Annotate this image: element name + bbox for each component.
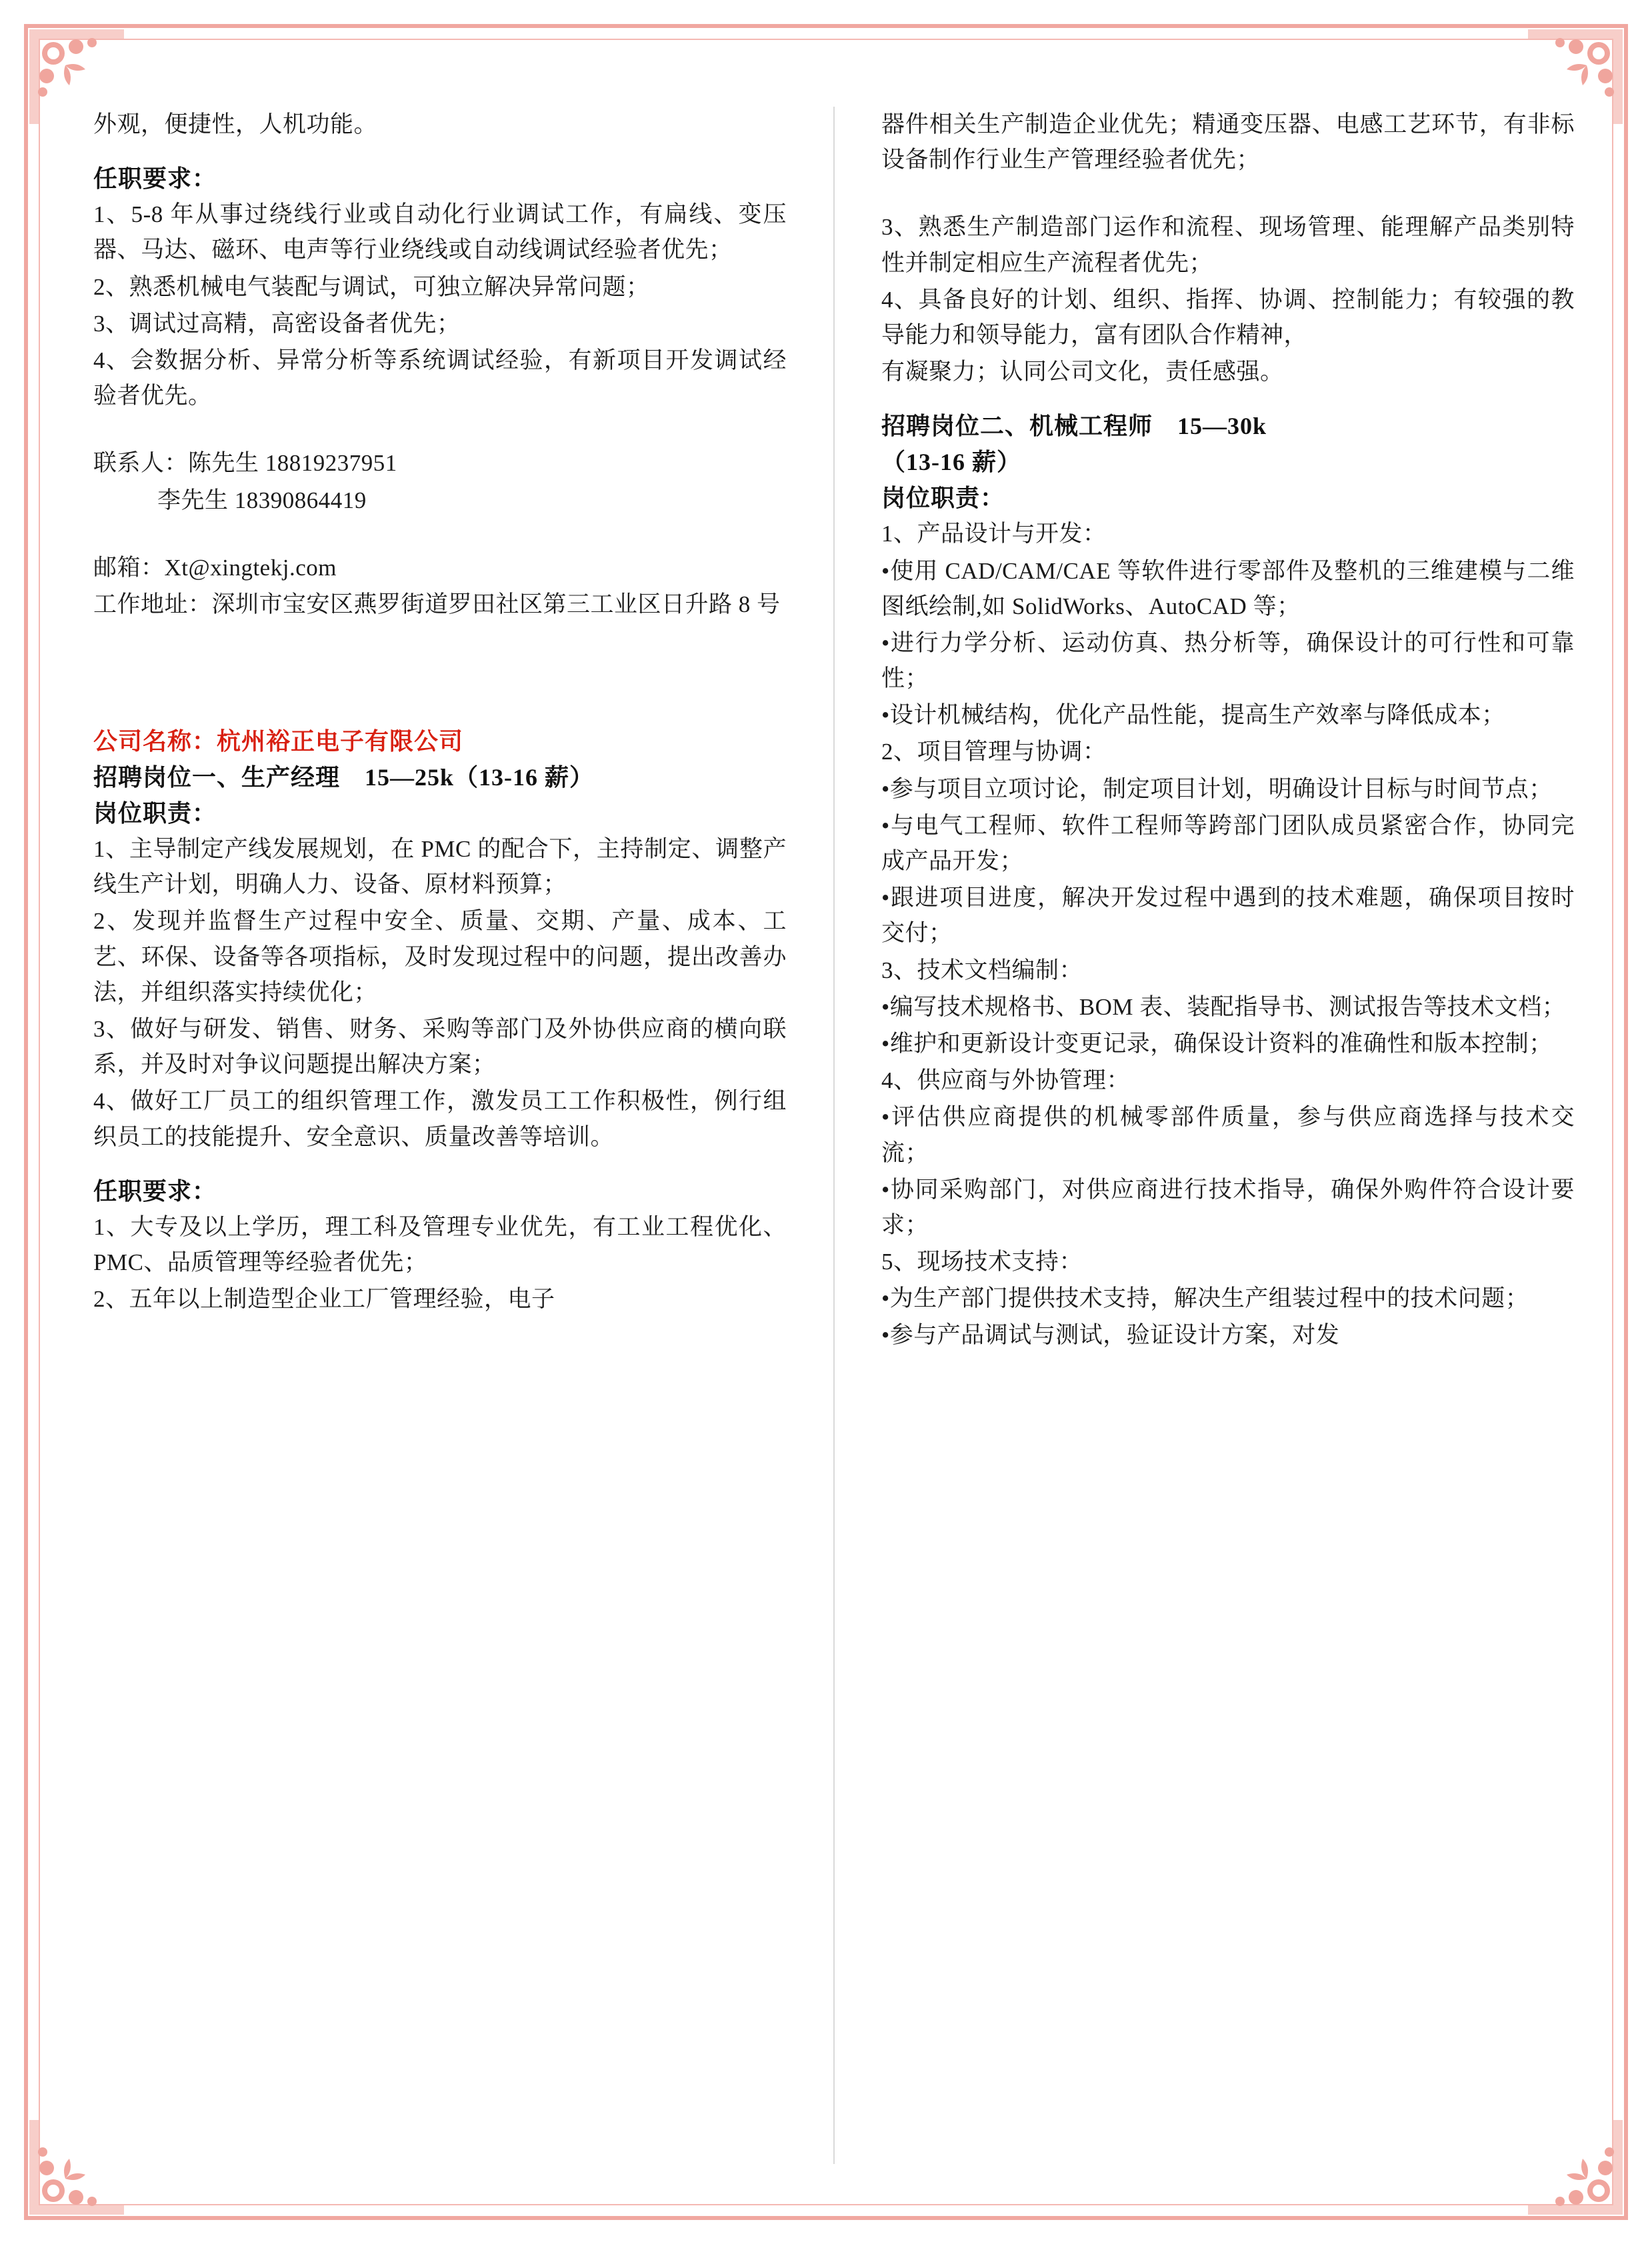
section-heading: 任职要求： bbox=[93, 1177, 217, 1205]
body-paragraph: 4、具备良好的计划、组织、指挥、协调、控制能力；有较强的教导能力和领导能力，富有团队合作精神， bbox=[881, 286, 1575, 348]
body-paragraph: 2、发现并监督生产过程中安全、质量、交期、产量、成本、工艺、环保、设备等各项指标，及时发现过程中的问题，提出改善办法，并组织落实持续优化； bbox=[93, 908, 787, 1005]
body-paragraph: 器件相关生产制造企业优先；精通变压器、电感工艺环节，有非标设备制作行业生产管理经验者优先； bbox=[881, 111, 1575, 173]
section-heading: 招聘岗位二、机械工程师 15—30k bbox=[881, 413, 1267, 440]
body-paragraph: 外观，便捷性，人机功能。 bbox=[93, 111, 378, 137]
body-paragraph: •评估供应商提供的机械零部件质量，参与供应商选择与技术交流； bbox=[881, 1104, 1575, 1166]
body-paragraph: 4、供应商与外协管理： bbox=[881, 1067, 1131, 1094]
vertical-spacer bbox=[93, 519, 787, 550]
body-paragraph: 1、5-8 年从事过绕线行业或自动化行业调试工作，有扁线、变压器、马达、磁环、电声等行业绕线或自动线调试经验者优先； bbox=[93, 201, 787, 263]
body-paragraph: •使用 CAD/CAM/CAE 等软件进行零部件及整机的三维建模与二维图纸绘制,如 SolidWorks、AutoCAD 等； bbox=[881, 557, 1575, 619]
body-paragraph: 4、会数据分析、异常分析等系统调试经验，有新项目开发调试经验者优先。 bbox=[93, 347, 787, 409]
column-divider bbox=[833, 107, 835, 2164]
body-paragraph: •设计机械结构，优化产品性能，提高生产效率与降低成本； bbox=[881, 702, 1505, 729]
body-paragraph: 2、熟悉机械电气装配与调试，可独立解决异常问题； bbox=[93, 273, 650, 300]
body-paragraph: 3、技术文档编制： bbox=[881, 957, 1083, 983]
vertical-spacer bbox=[93, 143, 787, 161]
body-paragraph: 邮箱：Xt@xingtekj.com bbox=[93, 554, 337, 581]
vertical-spacer bbox=[93, 623, 787, 723]
body-paragraph: •维护和更新设计变更记录，确保设计资料的准确性和版本控制； bbox=[881, 1030, 1553, 1057]
section-heading: 岗位职责： bbox=[881, 485, 1005, 512]
body-paragraph: 3、调试过高精，高密设备者优先； bbox=[93, 310, 461, 337]
body-paragraph: •为生产部门提供技术支持，解决生产组装过程中的技术问题； bbox=[881, 1285, 1529, 1312]
right-column bbox=[881, 107, 1575, 2164]
body-paragraph: •编写技术规格书、BOM 表、装配指导书、测试报告等技术文档； bbox=[881, 993, 1566, 1020]
body-paragraph: •协同采购部门，对供应商进行技术指导，确保外购件符合设计要求； bbox=[881, 1176, 1575, 1238]
body-paragraph: •与电气工程师、软件工程师等跨部门团队成员紧密合作，协同完成产品开发； bbox=[881, 812, 1575, 874]
body-paragraph: 3、熟悉生产制造部门运作和流程、现场管理、能理解产品类别特性并制定相应生产流程者优先； bbox=[881, 214, 1575, 276]
body-paragraph: 1、主导制定产线发展规划，在 PMC 的配合下，主持制定、调整产线生产计划，明确人力、设备、原材料预算； bbox=[93, 836, 787, 898]
body-paragraph: 4、做好工厂员工的组织管理工作，激发员工工作积极性，例行组织员工的技能提升、安全意识、质量改善等培训。 bbox=[93, 1088, 787, 1150]
body-paragraph: 李先生 18390864419 bbox=[157, 487, 367, 513]
body-paragraph: 2、项目管理与协调： bbox=[881, 739, 1107, 765]
vertical-spacer bbox=[93, 1156, 787, 1173]
body-paragraph: •进行力学分析、运动仿真、热分析等，确保设计的可行性和可靠性； bbox=[881, 629, 1575, 692]
section-heading: 岗位职责： bbox=[93, 800, 217, 827]
section-heading: 招聘岗位一、生产经理 15—25k（13-16 薪） bbox=[93, 764, 595, 791]
body-paragraph: 1、产品设计与开发： bbox=[881, 521, 1107, 547]
section-heading: （13-16 薪） bbox=[881, 449, 1021, 476]
body-paragraph: •参与项目立项讨论，制定项目计划，明确设计目标与时间节点； bbox=[881, 775, 1553, 802]
vertical-spacer bbox=[881, 391, 1575, 408]
vertical-spacer bbox=[93, 415, 787, 445]
body-paragraph: 工作地址：深圳市宝安区燕罗街道罗田社区第三工业区日升路 8 号 bbox=[93, 591, 781, 617]
body-paragraph: 联系人：陈先生 18819237951 bbox=[93, 450, 397, 477]
vertical-spacer bbox=[881, 179, 1575, 209]
body-paragraph: 2、五年以上制造型企业工厂管理经验，电子 bbox=[93, 1286, 555, 1313]
body-paragraph: 3、做好与研发、销售、财务、采购等部门及外协供应商的横向联系，并及时对争议问题提出解决方案； bbox=[93, 1016, 787, 1078]
body-paragraph: •跟进项目进度，解决开发过程中遇到的技术难题，确保项目按时交付； bbox=[881, 885, 1575, 947]
two-column-body bbox=[93, 107, 1575, 2164]
section-heading: 任职要求： bbox=[93, 165, 217, 193]
body-paragraph: 有凝聚力；认同公司文化，责任感强。 bbox=[881, 359, 1284, 385]
left-column bbox=[93, 107, 787, 2164]
company-name-line: 公司名称：杭州裕正电子有限公司 bbox=[93, 728, 464, 755]
body-paragraph: •参与产品调试与测试，验证设计方案，对发 bbox=[881, 1322, 1340, 1349]
body-paragraph: 1、大专及以上学历，理工科及管理专业优先，有工业工程优化、PMC、品质管理等经验者优先； bbox=[93, 1213, 787, 1275]
body-paragraph: 5、现场技术支持： bbox=[881, 1249, 1083, 1275]
